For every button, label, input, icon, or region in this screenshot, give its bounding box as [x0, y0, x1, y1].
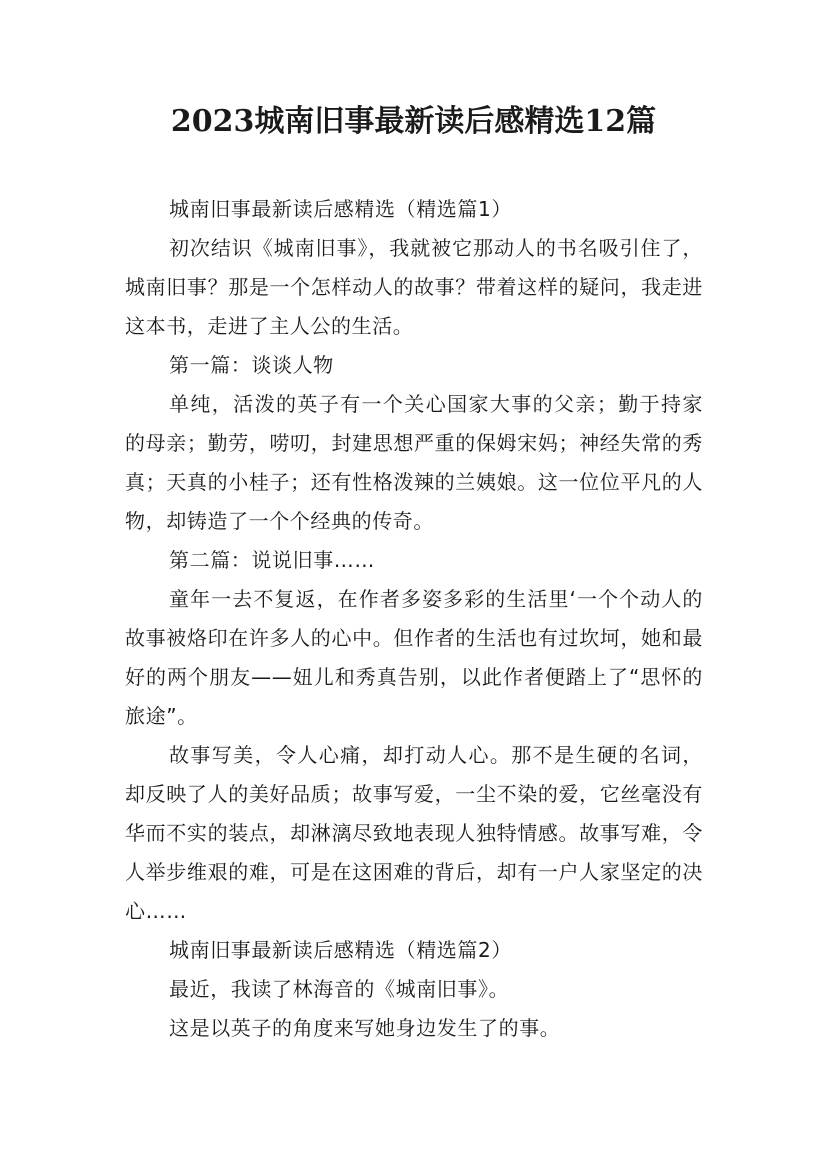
section-heading-1: 城南旧事最新读后感精选（精选篇1） [169, 197, 512, 221]
paragraph: 故事写美，令人心痛，却打动人心。那不是生硬的名词，却反映了人的美好品质；故事写爱，一尘不染的爱，它丝毫没有华而不实的装点，却淋漓尽致地表现人独特情感。故事写难，令人举步维艰的难，可是在这困难的背后，却有一户人家坚定的决心…… [125, 743, 703, 923]
document-title: 2023城南旧事最新读后感精选12篇 [170, 104, 657, 139]
subsection-heading: 第一篇：谈谈人物 [169, 353, 334, 377]
paragraph: 初次结识《城南旧事》，我就被它那动人的书名吸引住了，城南旧事？那是一个怎样动人的故事？带着这样的疑问，我走进这本书，走进了主人公的生活。 [125, 236, 703, 338]
subsection-heading: 第二篇：说说旧事…… [169, 548, 375, 572]
paragraph: 童年一去不复返，在作者多姿多彩的生活里‘一个个动人的故事被烙印在许多人的心中。但作者的生活也有过坎坷，她和最好的两个朋友——妞儿和秀真告别，以此作者便踏上了“思怀的旅途”。 [125, 587, 703, 728]
section-heading-2: 城南旧事最新读后感精选（精选篇2） [169, 938, 512, 962]
paragraph: 最近，我读了林海音的《城南旧事》。 [169, 977, 510, 1001]
paragraph: 单纯，活泼的英子有一个关心国家大事的父亲；勤于持家的母亲；勤劳，唠叨，封建思想严重的保姆宋妈；神经失常的秀真；天真的小桂子；还有性格泼辣的兰姨娘。这一位位平凡的人物，却铸造了一个个经典的传奇。 [125, 392, 703, 533]
paragraph: 这是以英子的角度来写她身边发生了的事。 [169, 1016, 561, 1040]
document-body [125, 190, 703, 1048]
